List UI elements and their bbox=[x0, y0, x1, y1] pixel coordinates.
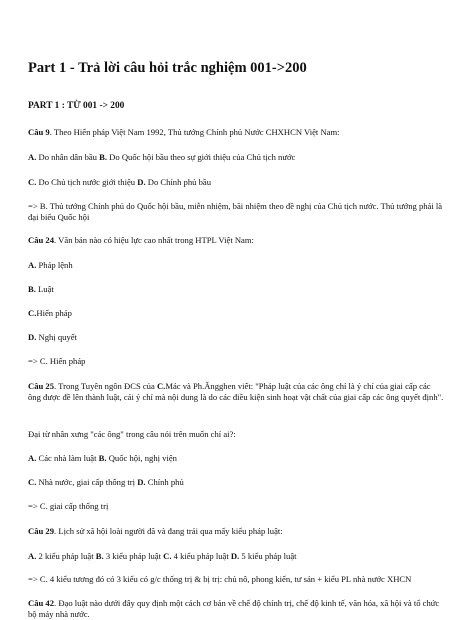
option-a-text: 2 kiểu pháp luật bbox=[36, 551, 96, 561]
option-b-key: B. bbox=[28, 284, 36, 294]
question-25-c-key: C. bbox=[156, 381, 166, 391]
question-24-answer: => C. Hiến pháp bbox=[28, 356, 86, 366]
option-c-text: 4 kiểu pháp luật bbox=[171, 551, 231, 561]
question-24-option-a bbox=[28, 260, 444, 271]
question-29-options bbox=[28, 551, 444, 562]
option-d-key: D. bbox=[28, 332, 37, 342]
option-d-text: Nghị quyết bbox=[36, 332, 77, 342]
option-c-key: C. bbox=[28, 177, 37, 187]
option-a-text: Các nhà làm luật bbox=[36, 453, 99, 463]
question-42 bbox=[28, 598, 444, 620]
option-a-key: A. bbox=[28, 453, 37, 463]
question-24-option-d bbox=[28, 332, 444, 343]
option-b-key: B. bbox=[98, 453, 107, 463]
question-9 bbox=[28, 127, 444, 138]
option-d-key: D. bbox=[230, 551, 240, 561]
section-heading: PART 1 : TỪ 001 -> 200 bbox=[28, 101, 125, 111]
question-25-answer: => C. giai cấp thống trị bbox=[28, 501, 109, 511]
option-b-text: Quốc hội, nghị viện bbox=[106, 453, 177, 463]
question-25-label: Câu 25 bbox=[28, 381, 55, 391]
question-24-text: . Văn bản nào có hiệu lực cao nhất trong HTPL Việt Nam: bbox=[54, 235, 254, 245]
question-29-label: Câu 29 bbox=[28, 526, 55, 536]
option-a-key: A. bbox=[28, 152, 37, 162]
option-c-key: C. bbox=[28, 308, 37, 318]
option-c-text: Nhà nước, giai cấp thống trị bbox=[36, 477, 138, 487]
option-b-key: B. bbox=[95, 551, 104, 561]
option-d-key: D. bbox=[137, 177, 146, 187]
question-25-text: . Trong Tuyên ngôn ĐCS của bbox=[54, 381, 157, 391]
question-25-options-cd bbox=[28, 477, 444, 488]
option-a-key: A. bbox=[28, 551, 37, 561]
option-a-text: Do nhân dân bầu bbox=[36, 152, 100, 162]
question-24-option-b bbox=[28, 284, 444, 295]
option-c-text: Hiến pháp bbox=[36, 308, 72, 318]
option-d-text: 5 kiểu pháp luật bbox=[239, 551, 297, 561]
question-9-options-ab bbox=[28, 152, 444, 163]
question-24-option-c bbox=[28, 308, 444, 319]
question-24-label: Câu 24 bbox=[28, 235, 55, 245]
option-a-key: A. bbox=[28, 260, 37, 270]
option-c-key: C. bbox=[28, 477, 37, 487]
option-a-text: Pháp lệnh bbox=[36, 260, 73, 270]
question-25 bbox=[28, 381, 444, 403]
question-24 bbox=[28, 235, 444, 246]
question-29 bbox=[28, 526, 444, 537]
option-d-key: D. bbox=[137, 477, 146, 487]
question-9-answer: => B. Thủ tướng Chính phủ do Quốc hội bầu, miễn nhiệm, bãi nhiệm theo đề nghị của Chủ tịch nước. Thủ tướng phải là đại biểu Quốc hội bbox=[28, 201, 443, 223]
question-25-quote: Mác và Ph.Ăngghen viết: "Pháp luật của các ông chỉ là ý chí của giai cấp các ông được đề lên thành luật, cái ý chí mà nội dung là do các điều kiện sinh hoạt vật chất của giai cấp các ông quyết định". bbox=[28, 381, 444, 403]
question-9-text: . Theo Hiến pháp Việt Nam 1992, Thủ tướng Chính phủ Nước CHXHCN Việt Nam: bbox=[49, 127, 340, 137]
option-d-text: Chính phủ bbox=[145, 477, 184, 487]
question-29-answer: => C. 4 kiểu tương đó có 3 kiểu có g/c thống trị & bị trị: chủ nô, phong kiến, tư sản + kiểu PL nhà nước XHCN bbox=[28, 574, 412, 584]
option-c-text: Do Chủ tịch nước giới thiệu bbox=[36, 177, 138, 187]
question-9-label: Câu 9 bbox=[28, 127, 50, 137]
option-b-key: B. bbox=[99, 152, 108, 162]
question-42-label: Câu 42 bbox=[28, 598, 55, 608]
question-9-options-cd bbox=[28, 177, 444, 188]
question-29-text: . Lịch sử xã hội loài người đã và đang trải qua mấy kiểu pháp luật: bbox=[54, 526, 283, 536]
option-b-text: Luật bbox=[35, 284, 54, 294]
question-42-text: . Đạo luật nào dưới đây quy định một cách cơ bản về chế độ chính trị, chế độ kinh tế, văn hóa, xã hội và tổ chức bộ máy nhà nước. bbox=[28, 598, 440, 620]
page-title: Part 1 - Trả lời câu hỏi trắc nghiệm 001->200 bbox=[28, 60, 307, 76]
option-b-text: Do Quốc hội bầu theo sự giới thiệu của Chủ tịch nước bbox=[107, 152, 296, 162]
option-d-text: Do Chính phủ bầu bbox=[145, 177, 211, 187]
question-25-follow-up: Đại từ nhân xưng "các ông" trong câu nói trên muốn chỉ ai?: bbox=[28, 429, 236, 439]
question-25-options-ab bbox=[28, 453, 444, 464]
option-b-text: 3 kiểu pháp luật bbox=[103, 551, 164, 561]
option-c-key: C. bbox=[163, 551, 172, 561]
